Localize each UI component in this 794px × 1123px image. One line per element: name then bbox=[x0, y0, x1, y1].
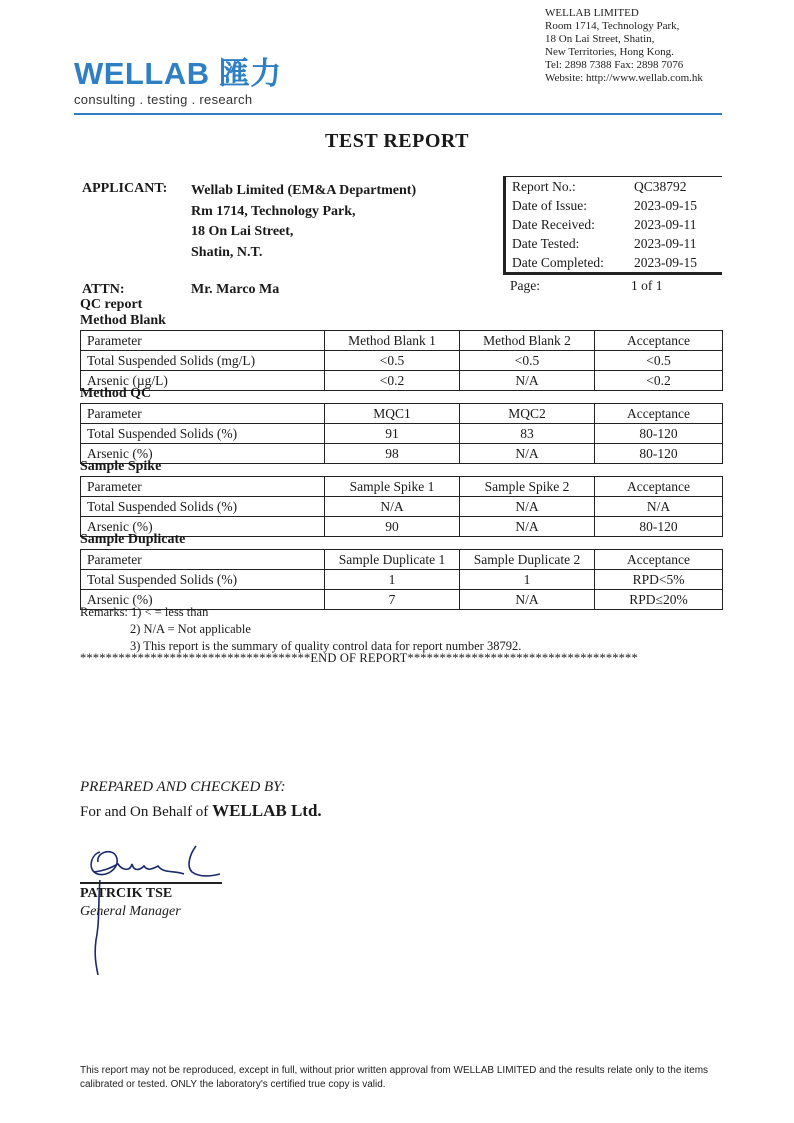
table-cell: 90 bbox=[325, 517, 460, 537]
table-row bbox=[81, 570, 723, 590]
behalf-company: WELLAB Ltd. bbox=[212, 801, 322, 820]
page-number bbox=[510, 278, 663, 294]
applicant-address bbox=[191, 181, 416, 263]
company-address bbox=[545, 7, 703, 85]
report-info-value: 2023-09-11 bbox=[634, 236, 697, 251]
header-cell: Parameter bbox=[81, 404, 325, 424]
signature-line bbox=[80, 882, 222, 884]
behalf-prefix: For and On Behalf of bbox=[80, 804, 213, 820]
table-cell: Arsenic (µg/L) bbox=[81, 371, 325, 391]
header-divider bbox=[74, 113, 722, 115]
remark-line: 2) N/A = Not applicable bbox=[130, 622, 251, 636]
table-row bbox=[81, 497, 723, 517]
table-header-row bbox=[81, 550, 723, 570]
header-cell: Acceptance bbox=[595, 331, 723, 351]
header-cell: Method Blank 2 bbox=[460, 331, 595, 351]
section-label: Sample Duplicate bbox=[80, 532, 186, 547]
header-cell: Acceptance bbox=[595, 404, 723, 424]
footer-disclaimer: This report may not be reproduced, except in full, without prior written approval from WELLAB LIMITED and the results relate only to the items calibrated or tested. ONLY the laboratory's certified true copy is valid. bbox=[80, 1065, 709, 1090]
report-info-value: QC38792 bbox=[634, 179, 687, 194]
applicant-line: Rm 1714, Technology Park, bbox=[191, 203, 356, 219]
table-cell: N/A bbox=[460, 590, 595, 610]
table-cell: Arsenic (%) bbox=[81, 517, 325, 537]
logo-tagline: consulting . testing . research bbox=[74, 92, 253, 107]
remark-line: 3) This report is the summary of quality control data for report number 38792. bbox=[130, 639, 522, 653]
table-cell: 80-120 bbox=[595, 444, 723, 464]
table-cell: Total Suspended Solids (%) bbox=[81, 424, 325, 444]
page-value: 1 of 1 bbox=[631, 278, 663, 293]
end-of-report-line: ************************************END OF REPORT************************************ bbox=[80, 651, 638, 665]
section-label: Method Blank bbox=[80, 313, 166, 328]
header-cell: MQC2 bbox=[460, 404, 595, 424]
header-cell: Parameter bbox=[81, 550, 325, 570]
method-blank-table bbox=[80, 330, 723, 391]
table-cell: 1 bbox=[460, 570, 595, 590]
table-row bbox=[81, 371, 723, 391]
table-header-row bbox=[81, 404, 723, 424]
remark-line: Remarks: 1) < = less than bbox=[80, 605, 209, 619]
sample-duplicate-table bbox=[80, 549, 723, 610]
table-cell: N/A bbox=[460, 497, 595, 517]
table-cell: <0.5 bbox=[595, 351, 723, 371]
signatory-title: General Manager bbox=[80, 904, 181, 919]
table-row bbox=[81, 424, 723, 444]
table-cell: 80-120 bbox=[595, 517, 723, 537]
address-line: Website: http://www.wellab.com.hk bbox=[545, 72, 703, 84]
section-label: Sample Spike bbox=[80, 459, 162, 474]
on-behalf-line bbox=[80, 801, 322, 821]
address-line: Tel: 2898 7388 Fax: 2898 7076 bbox=[545, 59, 684, 71]
table-cell: Total Suspended Solids (%) bbox=[81, 497, 325, 517]
table-header-row bbox=[81, 331, 723, 351]
header-cell: Method Blank 1 bbox=[325, 331, 460, 351]
page-label: Page: bbox=[510, 278, 540, 293]
table-cell: N/A bbox=[460, 371, 595, 391]
table-cell: Total Suspended Solids (mg/L) bbox=[81, 351, 325, 371]
header-cell: Acceptance bbox=[595, 550, 723, 570]
table-cell: RPD<5% bbox=[595, 570, 723, 590]
table-cell: <0.5 bbox=[460, 351, 595, 371]
table-header-row bbox=[81, 477, 723, 497]
signatory-name: PATRCIK TSE bbox=[80, 886, 173, 901]
header-cell: Sample Duplicate 1 bbox=[325, 550, 460, 570]
table-row bbox=[81, 444, 723, 464]
table-cell: 1 bbox=[325, 570, 460, 590]
header-cell: Acceptance bbox=[595, 477, 723, 497]
table-cell: <0.2 bbox=[595, 371, 723, 391]
report-info-row bbox=[506, 253, 722, 272]
header-cell: Parameter bbox=[81, 331, 325, 351]
report-info-box bbox=[503, 176, 722, 275]
table-cell: N/A bbox=[460, 517, 595, 537]
applicant-line: 18 On Lai Street, bbox=[191, 224, 294, 239]
report-info-value: 2023-09-11 bbox=[634, 217, 697, 232]
address-line: WELLAB LIMITED bbox=[545, 7, 639, 19]
report-info-label: Date Completed: bbox=[512, 255, 604, 270]
report-info-value: 2023-09-15 bbox=[634, 255, 697, 270]
table-cell: <0.5 bbox=[325, 351, 460, 371]
report-info-row bbox=[506, 196, 722, 215]
table-cell: 98 bbox=[325, 444, 460, 464]
method-qc-table bbox=[80, 403, 723, 464]
prepared-label: PREPARED AND CHECKED BY: bbox=[80, 779, 286, 795]
table-cell: Arsenic (%) bbox=[81, 590, 325, 610]
sample-spike-table bbox=[80, 476, 723, 537]
header-cell: Parameter bbox=[81, 477, 325, 497]
table-cell: Total Suspended Solids (%) bbox=[81, 570, 325, 590]
remarks bbox=[80, 604, 521, 655]
table-cell: N/A bbox=[460, 444, 595, 464]
qc-report-title: QC report bbox=[80, 297, 143, 312]
address-line: 18 On Lai Street, Shatin, bbox=[545, 33, 655, 45]
table-cell: 7 bbox=[325, 590, 460, 610]
table-cell: Arsenic (%) bbox=[81, 444, 325, 464]
applicant-line: Wellab Limited (EM&A Department) bbox=[191, 183, 417, 198]
address-line: New Territories, Hong Kong. bbox=[545, 46, 674, 58]
applicant-label: APPLICANT: bbox=[82, 181, 168, 196]
header-cell: Sample Spike 2 bbox=[460, 477, 595, 497]
address-line: Room 1714, Technology Park, bbox=[545, 20, 680, 32]
report-info-row bbox=[506, 234, 722, 253]
header-cell: MQC1 bbox=[325, 404, 460, 424]
attn-label: ATTN: bbox=[82, 282, 125, 297]
table-cell: N/A bbox=[595, 497, 723, 517]
header-cell: Sample Spike 1 bbox=[325, 477, 460, 497]
page-title: TEST REPORT bbox=[325, 130, 469, 152]
report-info-label: Date Tested: bbox=[512, 236, 580, 251]
report-info-row bbox=[506, 215, 722, 234]
table-cell: 91 bbox=[325, 424, 460, 444]
report-info-label: Report No.: bbox=[512, 179, 576, 194]
section-label: Method QC bbox=[80, 386, 152, 401]
table-cell: 83 bbox=[460, 424, 595, 444]
header-cell: Sample Duplicate 2 bbox=[460, 550, 595, 570]
attn-value: Mr. Marco Ma bbox=[191, 282, 280, 297]
report-info-label: Date Received: bbox=[512, 217, 595, 232]
report-info-row bbox=[506, 177, 722, 196]
applicant-line: Shatin, N.T. bbox=[191, 244, 263, 260]
table-cell: N/A bbox=[325, 497, 460, 517]
table-cell: <0.2 bbox=[325, 371, 460, 391]
table-cell: RPD≤20% bbox=[595, 590, 723, 610]
report-info-label: Date of Issue: bbox=[512, 198, 587, 213]
table-cell: 80-120 bbox=[595, 424, 723, 444]
report-info-value: 2023-09-15 bbox=[634, 198, 697, 213]
wellab-logo: WELLAB 匯力 bbox=[74, 56, 282, 91]
table-row bbox=[81, 351, 723, 371]
